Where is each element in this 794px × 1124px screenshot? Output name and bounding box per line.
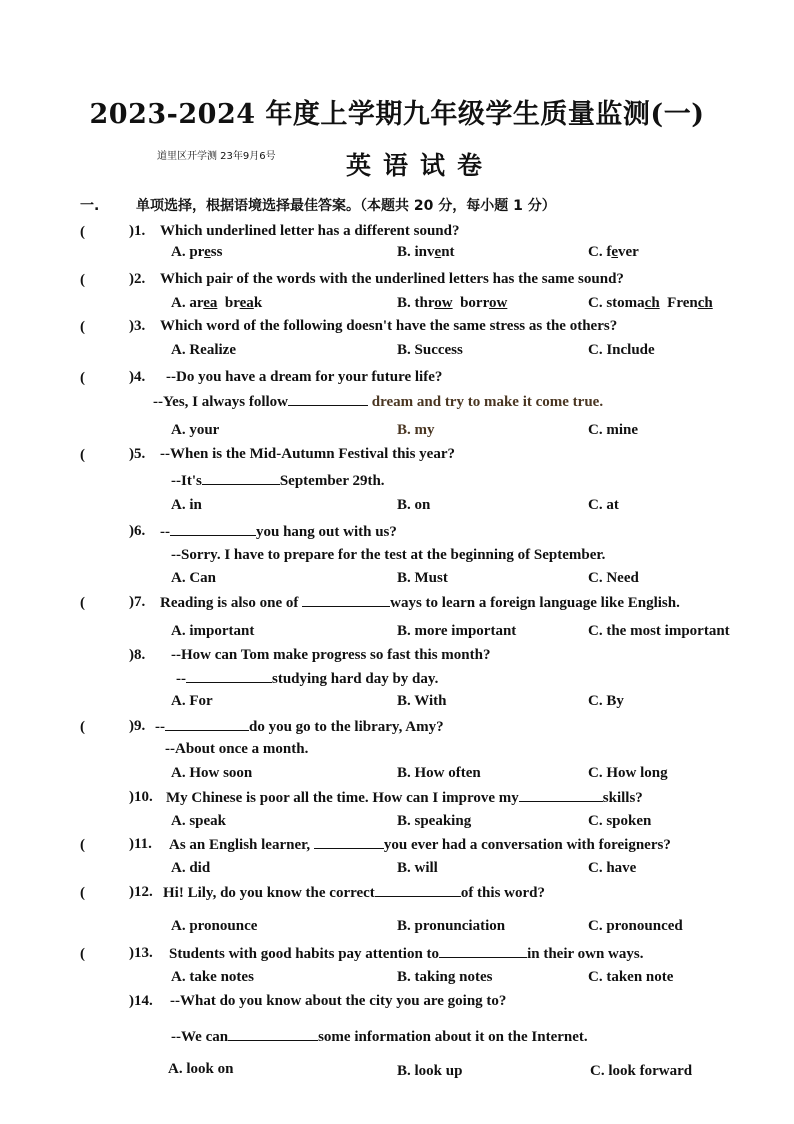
option-text: stoma xyxy=(606,295,645,311)
answer-blank[interactable] xyxy=(165,718,249,731)
underlined-letters: ch xyxy=(697,295,713,311)
option-b[interactable]: B. How often xyxy=(397,765,481,781)
answer-blank[interactable] xyxy=(170,523,256,536)
text: --It's xyxy=(171,473,202,489)
underlined-letters: ea xyxy=(239,295,254,311)
option-letter: A. xyxy=(171,295,186,311)
option-text: pr xyxy=(189,244,205,260)
text: dream and try to make it come true. xyxy=(368,394,604,410)
option-b[interactable]: B. look up xyxy=(397,1063,463,1079)
section-number: 一. xyxy=(80,198,100,214)
question-number: )4. xyxy=(129,369,146,385)
question-number: )5. xyxy=(129,446,146,462)
option-a[interactable]: A. Realize xyxy=(171,342,236,358)
option-letter: A. xyxy=(171,244,186,260)
question-number: )1. xyxy=(129,223,146,239)
question-text xyxy=(160,594,680,612)
page-subtitle: 英语试卷 xyxy=(346,151,495,180)
option-c[interactable]: C. the most important xyxy=(588,623,730,639)
option-a[interactable]: A. your xyxy=(171,422,220,438)
text: Students with good habits pay attention to xyxy=(169,946,440,962)
text: As an English learner, xyxy=(169,837,314,853)
option-b[interactable]: B. Must xyxy=(397,570,448,586)
option-a[interactable]: A. pronounce xyxy=(171,918,258,934)
answer-blank[interactable] xyxy=(186,670,272,683)
answer-bracket[interactable]: ( xyxy=(80,272,85,288)
exam-note: 道里区开学测 23年9月6号 xyxy=(157,151,276,162)
option-a[interactable] xyxy=(171,244,222,261)
answer-bracket[interactable]: ( xyxy=(80,946,85,962)
text: Reading is also one of xyxy=(160,595,303,611)
answer-blank[interactable] xyxy=(439,945,527,958)
text: of this word? xyxy=(460,885,545,901)
question-text xyxy=(160,523,397,541)
page-title: 2023-2024 年度上学期九年级学生质量监测(一) xyxy=(89,99,705,130)
option-a[interactable]: A. take notes xyxy=(171,969,254,985)
question-text: Which underlined letter has a different sound? xyxy=(160,223,460,239)
answer-blank[interactable] xyxy=(302,594,390,607)
question-text xyxy=(169,836,671,854)
option-text: thr xyxy=(414,295,435,311)
text: September 29th. xyxy=(279,473,385,489)
option-a[interactable]: A. speak xyxy=(171,813,227,829)
underlined-letters: e xyxy=(204,244,211,260)
question-number: )7. xyxy=(129,594,146,610)
text: skills? xyxy=(602,790,643,806)
option-c[interactable]: C. mine xyxy=(588,422,638,438)
question-text-line2: --Sorry. I have to prepare for the test at the beginning of September. xyxy=(171,547,606,563)
option-b[interactable]: B. my xyxy=(397,422,435,438)
answer-blank[interactable] xyxy=(288,393,368,406)
option-b[interactable]: B. on xyxy=(397,497,431,513)
option-text: inv xyxy=(414,244,435,260)
question-text-line2 xyxy=(153,393,603,411)
text: do you go to the library, Amy? xyxy=(249,719,444,735)
text: -- xyxy=(155,719,165,735)
option-text: ss xyxy=(210,244,223,260)
question-text: --When is the Mid-Autumn Festival this year? xyxy=(160,446,455,462)
option-b[interactable]: B. With xyxy=(397,693,447,709)
option-b[interactable]: B. more important xyxy=(397,623,517,639)
question-text-line2 xyxy=(171,1028,588,1046)
option-a[interactable]: A. did xyxy=(171,860,211,876)
option-c[interactable]: C. spoken xyxy=(588,813,652,829)
option-b[interactable] xyxy=(397,244,455,261)
question-number: )10. xyxy=(129,789,153,805)
option-text: ar xyxy=(189,295,204,311)
option-a[interactable]: A. in xyxy=(171,497,202,513)
question-number: )13. xyxy=(129,945,153,961)
option-c[interactable]: C. How long xyxy=(588,765,668,781)
question-text-line2 xyxy=(176,670,438,688)
answer-blank[interactable] xyxy=(314,836,384,849)
option-letter: C. xyxy=(588,295,603,311)
answer-blank[interactable] xyxy=(202,472,280,485)
option-c[interactable]: C. Need xyxy=(588,570,639,586)
question-text: --Do you have a dream for your future life? xyxy=(166,369,443,385)
option-a[interactable]: A. important xyxy=(171,623,255,639)
text: ways to learn a foreign language like English. xyxy=(390,595,680,611)
option-c[interactable]: C. pronounced xyxy=(588,918,683,934)
option-b[interactable] xyxy=(397,295,507,312)
text: you hang out with us? xyxy=(256,524,397,540)
text: you ever had a conversation with foreigners? xyxy=(383,837,671,853)
option-text: nt xyxy=(441,244,455,260)
answer-bracket[interactable]: ( xyxy=(80,447,85,463)
answer-bracket[interactable]: ( xyxy=(80,319,85,335)
option-a[interactable]: A. For xyxy=(171,693,213,709)
answer-bracket[interactable]: ( xyxy=(80,595,85,611)
option-c[interactable] xyxy=(588,244,639,261)
text: studying hard day by day. xyxy=(272,671,439,687)
option-c[interactable]: C. taken note xyxy=(588,969,674,985)
underlined-letters: ch xyxy=(644,295,660,311)
text: --Yes, I always follow xyxy=(153,394,288,410)
option-b[interactable]: B. taking notes xyxy=(397,969,493,985)
question-text: --What do you know about the city you are going to? xyxy=(170,993,507,1009)
option-c[interactable]: C. look forward xyxy=(590,1063,693,1079)
underlined-letters: ea xyxy=(203,295,218,311)
option-text: borr xyxy=(460,295,489,311)
text: Hi! Lily, do you know the correct xyxy=(163,885,375,901)
option-text: Fren xyxy=(667,295,698,311)
underlined-letters: e xyxy=(434,244,442,260)
question-number: )6. xyxy=(129,523,146,539)
option-text: f xyxy=(606,244,612,260)
option-c[interactable]: C. at xyxy=(588,497,619,513)
question-text xyxy=(166,789,643,807)
question-number: )2. xyxy=(129,271,146,287)
answer-bracket[interactable]: ( xyxy=(80,370,85,386)
question-text-line2: --About once a month. xyxy=(165,741,309,757)
question-text-line2 xyxy=(171,472,385,490)
text: --We can xyxy=(171,1029,229,1045)
underlined-letters: e xyxy=(611,244,619,260)
underlined-letters: ow xyxy=(488,295,508,311)
option-b[interactable]: B. speaking xyxy=(397,813,472,829)
section-heading xyxy=(80,195,556,215)
option-text: ver xyxy=(618,244,639,260)
option-a[interactable]: A. Can xyxy=(171,570,217,586)
text: in their own ways. xyxy=(527,946,644,962)
question-text: --How can Tom make progress so fast this month? xyxy=(171,647,491,663)
option-b[interactable]: B. pronunciation xyxy=(397,918,506,934)
answer-blank[interactable] xyxy=(519,789,603,802)
question-number: )8. xyxy=(129,647,146,663)
section-instruction: 单项选择，根据语境选择最佳答案。（本题共 20 分，每小题 1 分） xyxy=(136,198,556,214)
question-text: Which pair of the words with the underlined letters has the same sound? xyxy=(160,271,624,287)
question-text xyxy=(155,718,444,736)
answer-bracket[interactable]: ( xyxy=(80,885,85,901)
answer-bracket[interactable]: ( xyxy=(80,837,85,853)
question-number: )14. xyxy=(129,993,153,1009)
option-a[interactable]: A. look on xyxy=(168,1061,234,1077)
text: some information about it on the Internet. xyxy=(318,1029,588,1045)
text: -- xyxy=(176,671,186,687)
question-number: )11. xyxy=(129,836,152,852)
option-b[interactable]: B. will xyxy=(397,860,438,876)
option-c[interactable]: C. Include xyxy=(588,342,655,358)
answer-bracket[interactable]: ( xyxy=(80,224,85,240)
option-text: k xyxy=(253,295,263,311)
question-text xyxy=(169,945,643,963)
option-a[interactable] xyxy=(171,295,262,312)
question-number: )9. xyxy=(129,718,146,734)
option-letter: B. xyxy=(397,244,411,260)
answer-blank[interactable] xyxy=(375,884,461,897)
option-c[interactable]: C. have xyxy=(588,860,637,876)
option-c[interactable] xyxy=(588,295,713,312)
option-c[interactable]: C. By xyxy=(588,693,624,709)
option-letter: B. xyxy=(397,295,411,311)
answer-blank[interactable] xyxy=(228,1028,318,1041)
option-letter: C. xyxy=(588,244,603,260)
question-text: Which word of the following doesn't have the same stress as the others? xyxy=(160,318,618,334)
question-number: )3. xyxy=(129,318,146,334)
question-number: )12. xyxy=(129,884,153,900)
underlined-letters: ow xyxy=(434,295,453,311)
option-a[interactable]: A. How soon xyxy=(171,765,253,781)
answer-bracket[interactable]: ( xyxy=(80,719,85,735)
option-b[interactable]: B. Success xyxy=(397,342,463,358)
text: My Chinese is poor all the time. How can I improve my xyxy=(166,790,519,806)
text: -- xyxy=(160,524,170,540)
question-text xyxy=(163,884,545,902)
option-text: br xyxy=(224,295,240,311)
